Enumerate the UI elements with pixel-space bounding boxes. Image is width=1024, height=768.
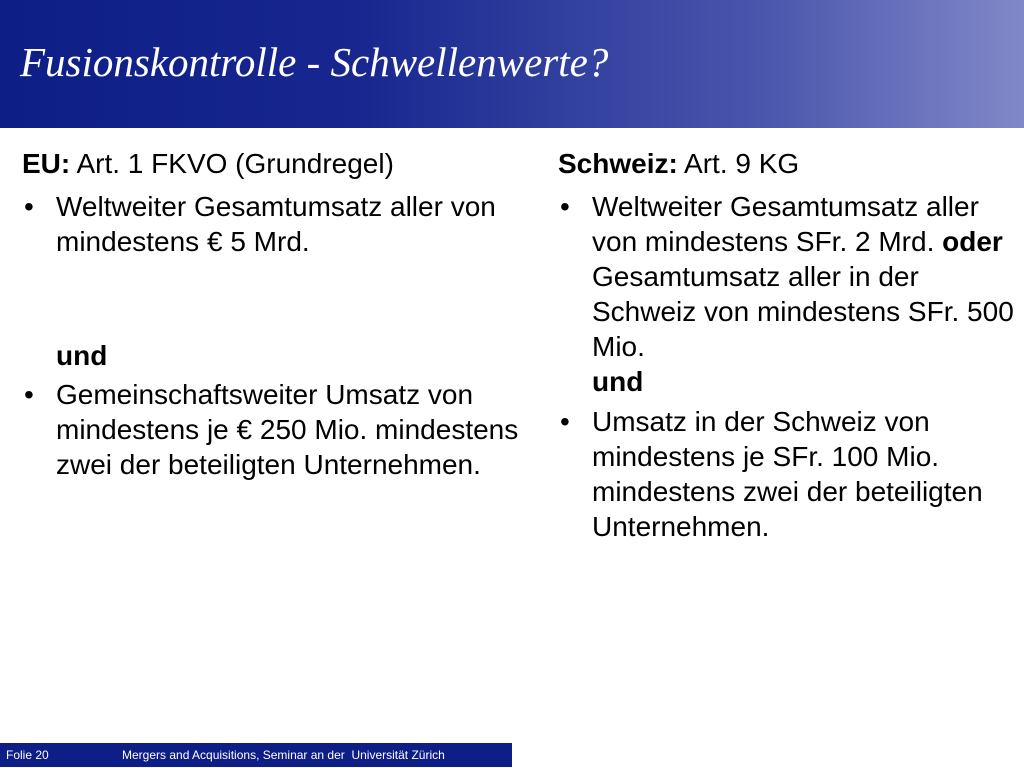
switzerland-bullet-2-text: Umsatz in der Schweiz von mindestens je SFr. 100 Mio. mindestens zwei der beteiligten Unternehmen.	[592, 406, 983, 542]
switzerland-bullet-1-oder: oder	[942, 226, 1003, 257]
eu-bullet-community-turnover	[22, 377, 537, 482]
switzerland-bullet-worldwide-turnover	[558, 189, 1018, 399]
bullet-mark: •	[24, 379, 34, 410]
switzerland-bullet-1-text-b: Gesamtumsatz aller in der Schweiz von mindestens SFr. 500 Mio.	[592, 261, 1014, 362]
eu-spacer	[22, 264, 537, 338]
eu-bullet-worldwide-turnover	[22, 189, 537, 259]
switzerland-connector-und: und	[592, 366, 644, 397]
switzerland-heading	[558, 146, 1018, 181]
eu-connector-und: und	[56, 340, 108, 371]
switzerland-bullet-1-text-a: Weltweiter Gesamtumsatz aller von mindestens SFr. 2 Mrd.	[592, 191, 979, 257]
eu-bullet-1-text: Weltweiter Gesamtumsatz aller von mindestens € 5 Mrd.	[56, 191, 496, 257]
switzerland-column	[558, 146, 1018, 549]
switzerland-bullet-swiss-turnover	[558, 404, 1018, 544]
switzerland-heading-label: Schweiz:	[558, 148, 678, 179]
eu-bullet-2-text: Gemeinschaftsweiter Umsatz von mindestens je € 250 Mio. mindestens zwei der beteiligten Unternehmen.	[56, 379, 519, 480]
eu-heading	[22, 146, 537, 181]
bullet-mark: •	[24, 191, 34, 222]
eu-heading-label: EU:	[22, 148, 71, 179]
footer-text: Mergers and Acquisitions, Seminar an der Universität Zürich	[122, 748, 445, 762]
bullet-mark: •	[560, 406, 570, 437]
slide-header	[0, 0, 1024, 128]
switzerland-heading-reference: Art. 9 KG	[677, 148, 800, 179]
slide-footer	[0, 743, 512, 767]
slide-title: Fusionskontrolle - Schwellenwerte?	[20, 39, 609, 85]
eu-column	[22, 146, 537, 487]
eu-heading-reference: Art. 1 FKVO (Grundregel)	[70, 148, 394, 179]
eu-bullet-list-2	[22, 377, 537, 482]
slide-number: Folie 20	[6, 748, 49, 762]
eu-bullet-list	[22, 189, 537, 259]
switzerland-bullet-list	[558, 189, 1018, 544]
bullet-mark: •	[560, 191, 570, 222]
